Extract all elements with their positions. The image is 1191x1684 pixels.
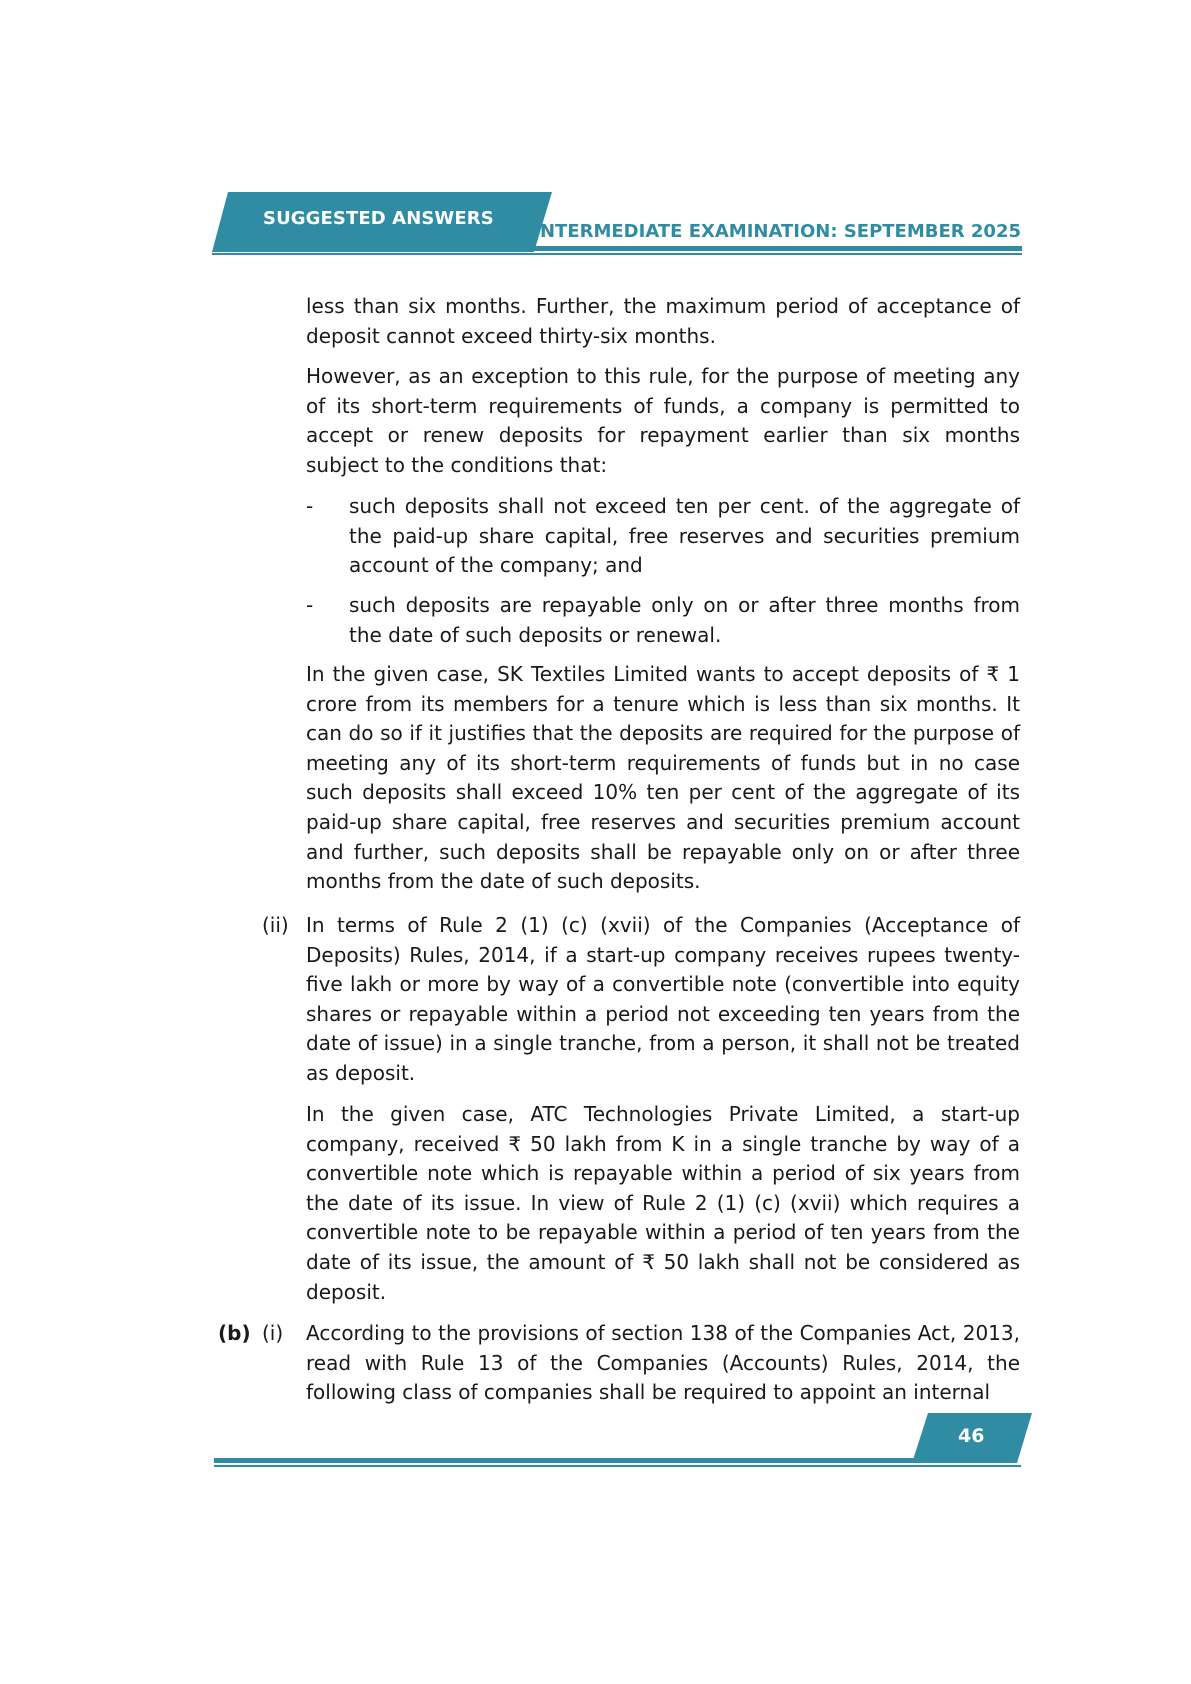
- bullet-text: such deposits are repayable only on or after three months from the date of such deposits or renewal.: [349, 593, 1020, 647]
- footer-rule-thin: [214, 1465, 1021, 1467]
- footer-rule: [214, 1458, 924, 1463]
- bullet-dash: -: [306, 593, 314, 617]
- paragraph-exception: However, as an exception to this rule, for the purpose of meeting any of its short-term requirements of funds, a company is permitted to accept or renew deposits for repayment earlier than six months subject to the conditions that:: [306, 364, 1020, 477]
- paragraph-section-138: According to the provisions of section 138 of the Companies Act, 2013, read with Rule 13 of the Companies (Accounts) Rules, 2014, the following class of companies shall be required to appoint an internal: [306, 1321, 1020, 1405]
- header-title: INTERMEDIATE EXAMINATION: SEPTEMBER 2025: [533, 221, 1021, 242]
- bullet-text: such deposits shall not exceed ten per cent. of the aggregate of the paid-up share capital, free reserves and securities premium account of the company; and: [349, 494, 1020, 578]
- item-label-ii: (ii): [262, 913, 289, 937]
- paragraph-rule-2: In terms of Rule 2 (1) (c) (xvii) of the Companies (Acceptance of Deposits) Rules, 2014, if a start-up company receives rupees twenty-five lakh or more by way of a convertible note (convertible into equity shares or repayable within a period not exceeding ten years from the date of issue) in a single tranche, from a person, it shall not be treated as deposit.: [306, 913, 1020, 1085]
- paragraph-continued: less than six months. Further, the maximum period of acceptance of deposit cannot exceed thirty-six months.: [306, 294, 1020, 348]
- paragraph-sk-textiles: In the given case, SK Textiles Limited wants to accept deposits of ₹ 1 crore from its members for a tenure which is less than six months. It can do so if it justifies that the deposits are required for the purpose of meeting any of its short-term requirements of funds but in no case such deposits shall exceed 10% ten per cent of the aggregate of its paid-up share capital, free reserves and securities premium account and further, such deposits shall be repayable only on or after three months from the date of such deposits.: [306, 662, 1020, 894]
- header-tab-label: SUGGESTED ANSWERS: [263, 208, 494, 229]
- bullet-dash: -: [306, 494, 314, 518]
- header-rule: [532, 246, 1022, 251]
- page-number: 46: [958, 1425, 985, 1447]
- item-label-b: (b): [218, 1321, 251, 1345]
- paragraph-atc: In the given case, ATC Technologies Private Limited, a start-up company, received ₹ 50 lakh from K in a single tranche by way of a convertible note which is repayable within a period of six years from the date of its issue. In view of Rule 2 (1) (c) (xvii) which requires a convertible note to be repayable within a period of ten years from the date of its issue, the amount of ₹ 50 lakh shall not be considered as deposit.: [306, 1102, 1020, 1304]
- header-rule-thin: [212, 253, 1022, 255]
- item-label-i: (i): [262, 1321, 284, 1345]
